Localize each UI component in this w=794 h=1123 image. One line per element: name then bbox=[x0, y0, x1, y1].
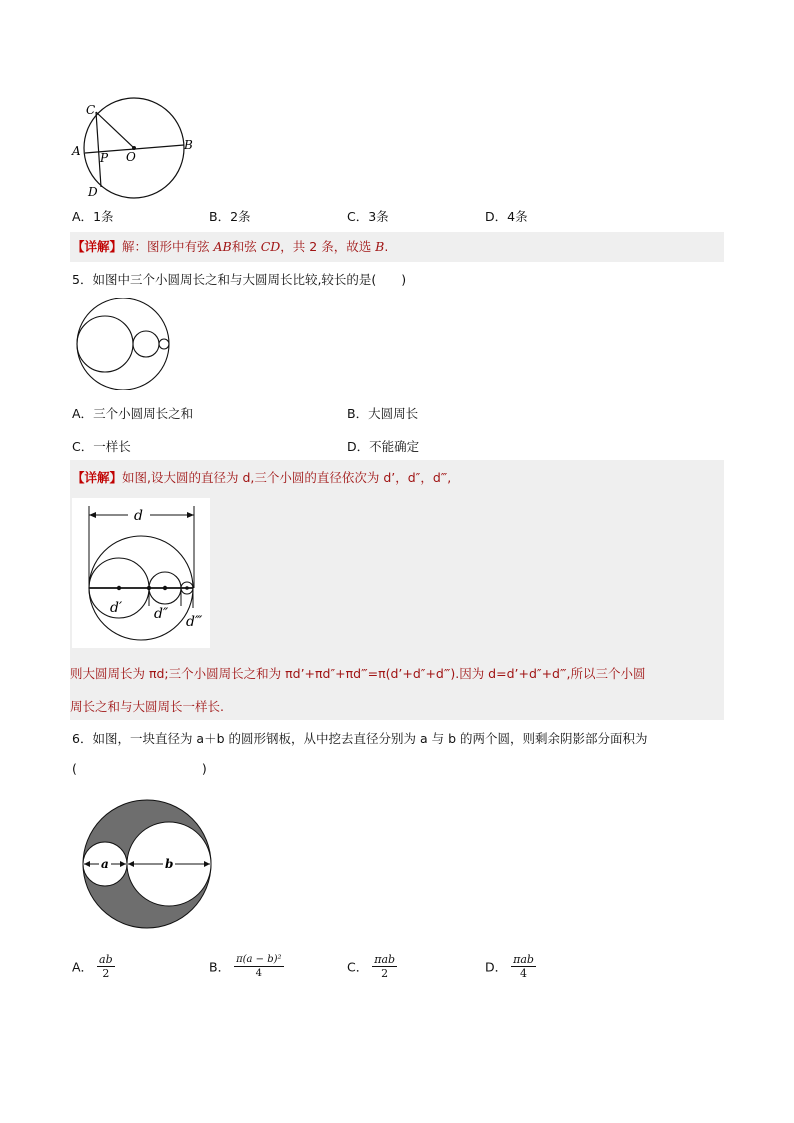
q5-option-d[interactable]: D．不能确定 bbox=[347, 439, 420, 454]
label-a: A bbox=[72, 144, 81, 158]
label-d-big: d bbox=[134, 508, 143, 524]
q5-option-a[interactable]: A．三个小圆周长之和 bbox=[72, 406, 194, 421]
q5-solution-line2: 则大圆周长为 πd;三个小圆周长之和为 πd’+πd″+πd‴=π(d’+d″+d‴).因为 d=d’+d″+d‴,所以三个小圆 bbox=[70, 666, 646, 681]
q6-option-d[interactable]: D． $\frac{\text{πab}}{4}$ bbox=[485, 953, 534, 980]
q5-question: 5．如图中三个小圆周长之和与大圆周长比较,较长的是( ) bbox=[72, 272, 407, 287]
q4-option-b[interactable]: B．2条 bbox=[209, 209, 251, 224]
diameter-diagram bbox=[72, 498, 210, 648]
label-d: D bbox=[88, 185, 98, 199]
label-c: C bbox=[86, 103, 96, 117]
q5-option-b[interactable]: B．大圆周长 bbox=[347, 406, 419, 421]
q6-question-line1: 6．如图，一块直径为 a＋b 的圆形钢板，从中挖去直径分别为 a 与 b 的两个圆，则剩余阴影部分面积为 bbox=[72, 731, 648, 746]
label-d3: d‴ bbox=[186, 614, 203, 630]
q5-solution: 【详解】如图,设大圆的直径为 d,三个小圆的直径依次为 d’，d″，d‴, 则大圆周长为 πd;三个小圆周长之和为 πd’+πd″+πd‴=π(d’+d″+d‴).因为 d=d’+d″+d‴,所以三个小圆 周长之和与大圆周长一样长. d d′ d″ d‴ bbox=[70, 460, 724, 720]
q5-solution-line3: 周长之和与大圆周长一样长. bbox=[70, 699, 224, 714]
diameter-diagram-panel bbox=[72, 498, 210, 648]
q6-option-c[interactable]: C． $\frac{\text{πab}}{2}$ bbox=[347, 953, 396, 980]
label-p: P bbox=[100, 151, 109, 165]
q6-question-line2: ( ) bbox=[72, 761, 207, 776]
label-b: B bbox=[184, 138, 193, 152]
circle-chord-figure bbox=[70, 95, 200, 205]
label-d1: d′ bbox=[110, 600, 123, 616]
q4-solution: 【详解】解：图形中有弦 AB和弦 CD，共 2 条，故选 B. bbox=[70, 232, 724, 262]
label-d2: d″ bbox=[154, 606, 169, 622]
shaded-circles-figure bbox=[80, 798, 214, 932]
q4-option-c[interactable]: C．3条 bbox=[347, 209, 389, 224]
three-circles-figure bbox=[74, 298, 174, 390]
q6-option-b[interactable]: B． $\frac{\text{π(a − b)²}}{4}$ bbox=[209, 954, 282, 979]
label-b: b bbox=[165, 857, 174, 871]
q6-option-a[interactable]: A． $\frac{ab}{2}$ bbox=[72, 953, 113, 980]
q5-solution-line1: 如图,设大圆的直径为 d,三个小圆的直径依次为 d’，d″，d‴, bbox=[122, 470, 452, 485]
q4-option-a[interactable]: A．1条 bbox=[72, 209, 114, 224]
q5-option-c[interactable]: C．一样长 bbox=[72, 439, 131, 454]
label-a: a bbox=[101, 857, 109, 871]
q4-option-d[interactable]: D．4条 bbox=[485, 209, 528, 224]
label-o: O bbox=[126, 150, 136, 164]
